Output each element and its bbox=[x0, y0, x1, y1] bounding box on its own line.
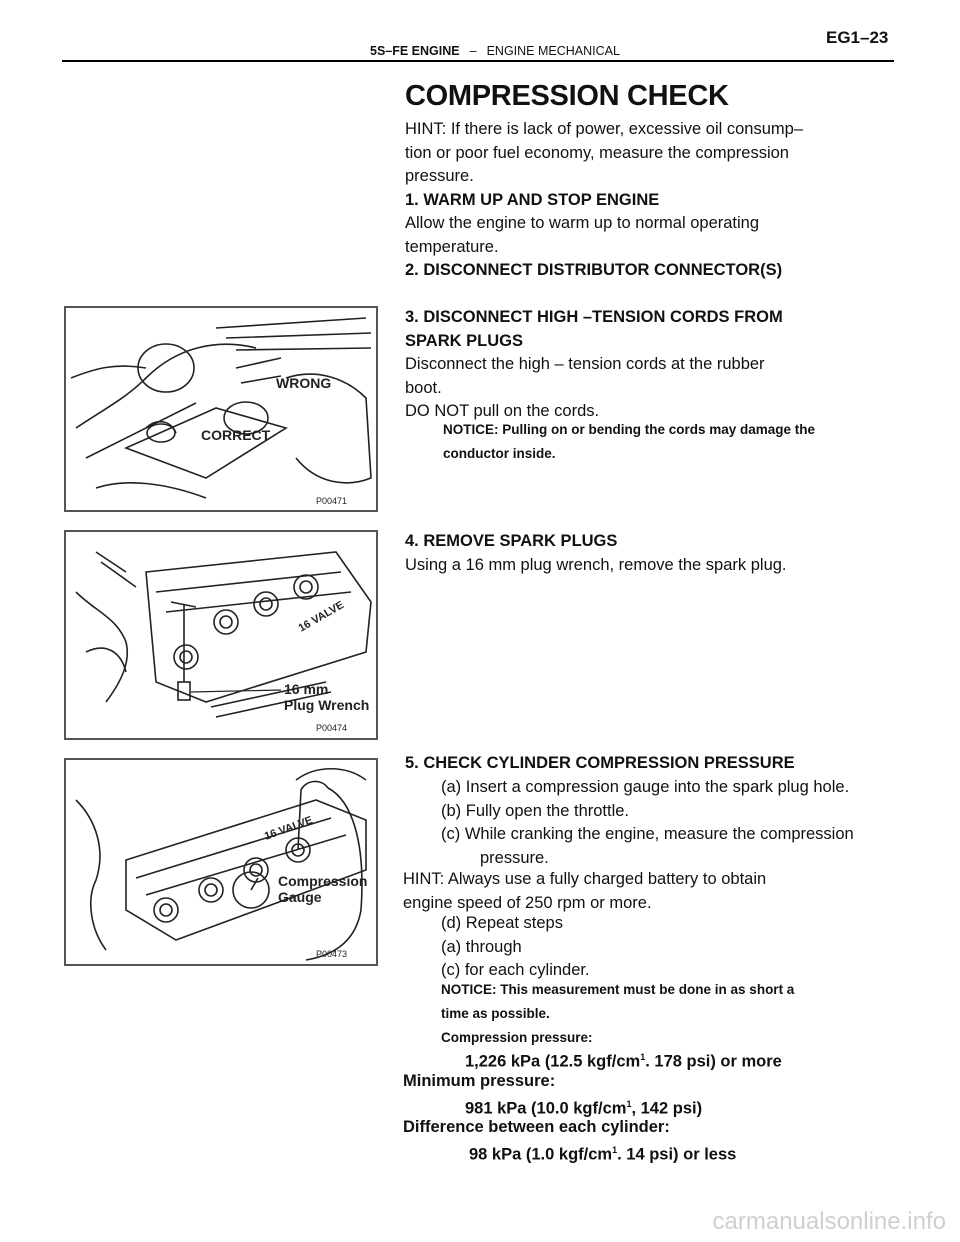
figure-spark-plug-wrench bbox=[64, 530, 378, 740]
step5-heading bbox=[405, 752, 795, 776]
wrench-illustration bbox=[66, 532, 376, 738]
step2-heading: 2. DISCONNECT DISTRIBUTOR CONNECTOR(S) bbox=[405, 261, 783, 279]
spec-text: 1,226 kPa (12.5 kgf/cm bbox=[465, 1052, 641, 1071]
step4-block bbox=[405, 530, 787, 577]
difference-value bbox=[469, 1139, 736, 1167]
step1-heading: 1. WARM UP AND STOP ENGINE bbox=[405, 190, 660, 209]
substep-d: (a) through bbox=[441, 937, 522, 956]
callout-16mm: 16 mm bbox=[284, 681, 329, 697]
minimum-label: Minimum pressure: bbox=[403, 1072, 556, 1090]
step5-heading-text: 5. CHECK CYLINDER COMPRESSION PRESSURE bbox=[405, 754, 795, 772]
hint-line: HINT: Always use a fully charged battery to obtain bbox=[403, 870, 767, 888]
intro-hint bbox=[405, 118, 803, 283]
valve-engraving: 16 VALVE bbox=[262, 814, 315, 843]
figure-high-tension-cords bbox=[64, 306, 378, 512]
callout-wrong: WRONG bbox=[276, 375, 332, 391]
step3-text: boot. bbox=[405, 378, 442, 397]
leader-line bbox=[191, 690, 281, 692]
substep-b: (b) Fully open the throttle. bbox=[441, 801, 630, 820]
spec-text: . 14 psi) or less bbox=[617, 1145, 737, 1164]
header-engine: 5S–FE ENGINE bbox=[370, 44, 460, 58]
step4-heading: 4. REMOVE SPARK PLUGS bbox=[405, 532, 618, 550]
compression-label: Compression pressure: bbox=[441, 1030, 593, 1045]
header-separator: – bbox=[469, 44, 477, 58]
spec-superscript: 1 bbox=[626, 1099, 632, 1109]
substep-c: (c) While cranking the engine, measure the compression bbox=[441, 825, 854, 843]
callout-compression: Compression bbox=[278, 873, 368, 889]
step3-heading: 3. DISCONNECT HIGH –TENSION CORDS FROM bbox=[405, 308, 783, 326]
notice-line: time as possible. bbox=[441, 1006, 550, 1021]
figure-code: P00471 bbox=[316, 496, 348, 506]
substep-d: (d) Repeat steps bbox=[441, 914, 563, 932]
intro-line: pressure. bbox=[405, 167, 474, 185]
hint-line: engine speed of 250 rpm or more. bbox=[403, 893, 652, 912]
step5-substep-d bbox=[441, 912, 590, 983]
step5-substeps bbox=[441, 776, 854, 870]
step3-block bbox=[405, 306, 783, 424]
step1-text: temperature. bbox=[405, 237, 499, 256]
intro-line: HINT: If there is lack of power, excessive oil consump– bbox=[405, 120, 803, 138]
notice-line: NOTICE: This measurement must be done in as short a bbox=[441, 982, 795, 997]
callout-plug-wrench: Plug Wrench bbox=[284, 697, 370, 713]
running-header bbox=[370, 44, 620, 58]
step3-notice bbox=[443, 418, 815, 466]
valve-engraving: 16 VALVE bbox=[296, 599, 347, 635]
step3-heading: SPARK PLUGS bbox=[405, 331, 523, 350]
spec-superscript: 1 bbox=[640, 1052, 646, 1062]
substep-a: (a) Insert a compression gauge into the spark plug hole. bbox=[441, 778, 850, 796]
difference-label: Difference between each cylinder: bbox=[403, 1118, 670, 1136]
step3-text: DO NOT pull on the cords. bbox=[405, 402, 600, 420]
spec-text: , 142 psi) bbox=[631, 1099, 703, 1118]
spec-text: . 178 psi) or more bbox=[645, 1052, 782, 1071]
header-section: ENGINE MECHANICAL bbox=[486, 44, 620, 58]
figure-code: P00474 bbox=[316, 723, 348, 733]
step5-notice bbox=[441, 978, 794, 1050]
page-title: COMPRESSION CHECK bbox=[405, 80, 729, 112]
step3-text: Disconnect the high – tension cords at the rubber bbox=[405, 355, 765, 373]
notice-line: NOTICE: Pulling on or bending the cords may damage the bbox=[443, 422, 816, 437]
callout-correct: CORRECT bbox=[201, 427, 271, 443]
step4-text: Using a 16 mm plug wrench, remove the spark plug. bbox=[405, 555, 787, 574]
spec-text: 98 kPa (1.0 kgf/cm bbox=[469, 1145, 613, 1164]
figure-code: P00473 bbox=[316, 949, 348, 959]
header-rule bbox=[62, 60, 894, 62]
step5-hint bbox=[403, 868, 766, 915]
notice-line: conductor inside. bbox=[443, 446, 556, 461]
substep-c-cont: pressure. bbox=[480, 848, 549, 867]
page-code: EG1–23 bbox=[826, 28, 889, 47]
watermark: carmanualsonline.info bbox=[712, 1208, 946, 1235]
intro-line: tion or poor fuel economy, measure the compression bbox=[405, 143, 789, 162]
substep-d: (c) for each cylinder. bbox=[441, 961, 590, 979]
step1-text: Allow the engine to warm up to normal operating bbox=[405, 214, 760, 232]
spec-text: 981 kPa (10.0 kgf/cm bbox=[465, 1099, 627, 1118]
spec-superscript: 1 bbox=[612, 1145, 618, 1155]
figure-compression-gauge bbox=[64, 758, 378, 966]
callout-gauge: Gauge bbox=[278, 889, 322, 905]
gauge-illustration bbox=[66, 760, 376, 964]
cords-illustration bbox=[66, 308, 376, 510]
